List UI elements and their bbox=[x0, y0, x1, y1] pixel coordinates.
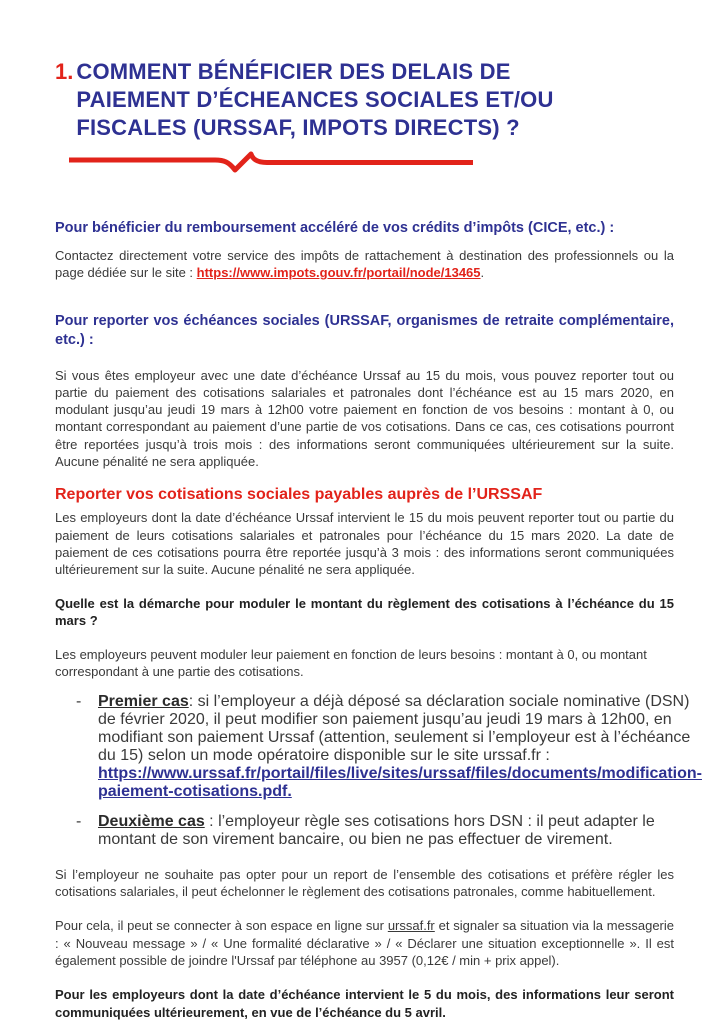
first-case-text: : si l’employeur a déjà déposé sa déclaration sociale nominative (DSN) de février 2020, il peut modifier son paiement jusqu’au jeudi 19 mars à 12h00, en modifiant son paiement Urssaf (attention, seulement si l’employeur est à l’échéance du 15) selon un mode opératoire disponible sur le site urssaf.fr : bbox=[98, 692, 691, 764]
red-underline-swoosh-icon bbox=[67, 151, 475, 175]
urssaf-site-link[interactable]: urssaf.fr bbox=[387, 918, 435, 934]
first-case-label: Premier cas bbox=[98, 692, 189, 710]
title-text: COMMENT BÉNÉFICIER DES DELAIS DE PAIEMENT D’ÉCHEANCES SOCIALES ET/OU FISCALES (URSSAF, IMPOTS DIRECTS) ? bbox=[76, 59, 554, 140]
paragraph-contact bbox=[55, 917, 674, 969]
list-item-first-case bbox=[55, 692, 702, 801]
title-number: 1. bbox=[55, 59, 74, 84]
tax-credit-text: Contactez directement votre service des impôts de rattachement à destination des professionnels ou la page dédiée sur le site : bbox=[55, 248, 674, 281]
list-item-second-case bbox=[55, 813, 674, 849]
second-case-text: : l’employeur règle ses cotisations hors DSN : il peut adapter le montant de son virement bancaire, ou bien ne pas effectuer de virement. bbox=[98, 812, 655, 848]
second-case-body bbox=[98, 813, 674, 849]
contact-prefix: Pour cela, il peut se connecter à son espace en ligne sur bbox=[55, 918, 388, 934]
cases-list bbox=[55, 692, 702, 849]
paragraph-echelonner: Si l’employeur ne souhaite pas opter pour un report de l’ensemble des cotisations et préfère régler les cotisations salariales, il peut échelonner le règlement des cotisations patronales, comme habituellement. bbox=[55, 866, 674, 900]
page-title bbox=[55, 58, 674, 142]
contact-suffix: et signaler sa situation via la messagerie : « Nouveau message » / « Une formalité déclarative » / « Déclarer une situation exceptionnelle ». Il est également possible de joindre l'Urssaf par téléphone au 3957 (0,12€ / min + prix appel). bbox=[55, 918, 674, 968]
tax-credit-suffix: . bbox=[480, 265, 485, 281]
urssaf-pdf-link[interactable]: https://www.urssaf.fr/portail/files/live/sites/urssaf/files/documents/modification-paiement-cotisations.pdf. bbox=[98, 764, 702, 800]
question-moduler: Quelle est la démarche pour moduler le montant du règlement des cotisations à l’échéance du 15 mars ? bbox=[55, 595, 674, 628]
second-case-label: Deuxième cas bbox=[98, 812, 205, 830]
paragraph-moduler: Les employeurs peuvent moduler leur paiement en fonction de leurs besoins : montant à 0, ou montant correspondant à une partie des cotisations. bbox=[55, 647, 647, 680]
paragraph-social-deadlines: Si vous êtes employeur avec une date d’échéance Urssaf au 15 du mois, vous pouvez reporter tout ou partie du paiement des cotisations salariales et patronales dont l’échéance est au 15 mars 2020, en modulant jusqu’au jeudi 19 mars à 12h00 votre paiement en fonction de vos besoins : montant à 0, ou montant correspondant au paiement d’une partie de vos cotisations. Dans ce cas, ces cotisations pourront être reportées jusqu’à trois mois : des informations seront communiquées ultérieurement sur la suite. Aucune pénalité ne sera appliquée. bbox=[55, 367, 674, 470]
paragraph-tax-credit bbox=[55, 247, 674, 282]
first-case-body bbox=[98, 693, 702, 801]
heading-urssaf-report: Reporter vos cotisations sociales payables auprès de l’URSSAF bbox=[55, 486, 543, 504]
heading-tax-credit: Pour bénéficier du remboursement accéléré de vos crédits d’impôts (CICE, etc.) : bbox=[55, 220, 615, 236]
paragraph-urssaf-report: Les employeurs dont la date d’échéance Urssaf intervient le 15 du mois peuvent reporter tout ou partie du paiement de leurs cotisations salariales et patronales pour l’échéance du 15 mars 2020. La date de paiement de ces cotisations pourra être reportée jusqu’à 3 mois : des informations seront communiquées ultérieurement sur la suite. Aucune pénalité ne sera appliquée. bbox=[55, 510, 674, 578]
paragraph-notice-5th: Pour les employeurs dont la date d’échéance intervient le 5 du mois, des informations leur seront communiquées ultérieurement, en vue de l’échéance du 5 avril. bbox=[55, 987, 674, 1020]
list-marker: - bbox=[76, 692, 82, 710]
impots-gouv-link[interactable]: https://www.impots.gouv.fr/portail/node/13465 bbox=[196, 265, 481, 281]
heading-social-deadlines: Pour reporter vos échéances sociales (URSSAF, organismes de retraite complémentaire, etc.) : bbox=[55, 312, 674, 348]
list-marker: - bbox=[76, 812, 82, 830]
